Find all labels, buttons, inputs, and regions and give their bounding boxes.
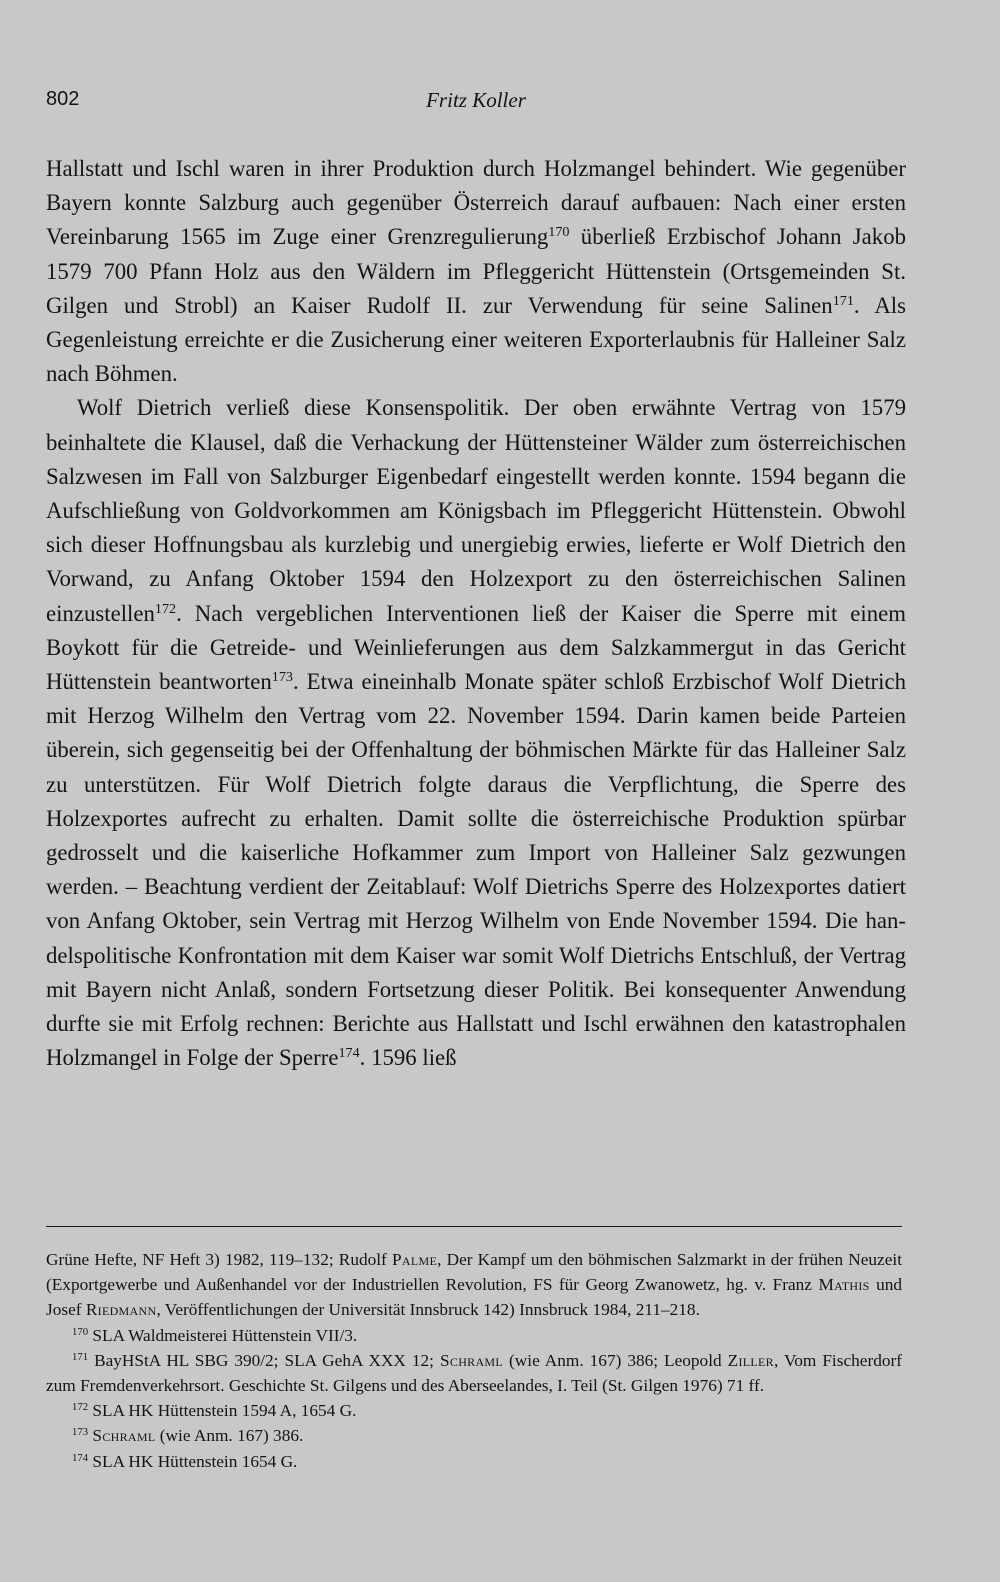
running-head: Fritz Koller <box>426 88 526 112</box>
footnote-ref: 174 <box>338 1045 360 1062</box>
footnote-ref: 172 <box>154 600 177 617</box>
footnote-170: $^{170}$ SLA Waldmeisterei Hüttenstein VII/3. <box>72 1325 358 1345</box>
footnote-continuation: Grüne Hefte, NF Heft 3) 1982, 119–132; Rudolf Palme, Der Kampf um den böhmischen Salzmarkt in der frühen Neuzeit (Exportgewerbe und Außenhandel vor der Industriellen Revolution, FS für Georg Zwanowetz, hg. v. Franz Mathis und Josef Riedmann, Veröffentlichungen der Universität Innsbruck 142) Innsbruck 1984, 211–218. <box>46 1250 903 1320</box>
footnote-ref: 171 <box>832 293 854 310</box>
footnote-171: $^{171}$ BayHStA HL SBG 390/2; SLA GehA XXX 12; Schraml (wie Anm. 167) 386; Leopold Ziller, Vom Fischerdorf zum Fremdenverkehrsort. Geschichte St. Gilgens und des Aberseelandes, I. Teil (St. Gilgen 1976) 71 ff. <box>46 1350 902 1396</box>
footnote-ref: 170 <box>548 224 570 241</box>
paragraph: Wolf Dietrich verließ diese Konsenspolitik. Der oben erwähnte Vertrag von 1579 beinhaltete die Klausel, daß die Verhackung der Hüttensteiner Wälder zum österreichischen Salzwesen im Fall von Salzburger Eigenbedarf eingestellt werden konnte. 1594 begann die Aufschließung von Goldvorkommen am Königsbach im Pfleggericht Hüttenstein. Obwohl sich dieser Hoffnungsbau als kurzlebig und unergiebig erwies, lieferte er Wolf Dietrich den Vorwand, zu Anfang Oktober 1594 den Holzexport zu den österreichischen Salinen einzustellen$^{172}$. Nach vergeblichen Interventionen ließ der Kaiser die Sperre mit einem Boykott für die Getreide- und Weinlieferungen aus dem Salzkammergut in das Gericht Hüttenstein beantworten$^{173}$. Etwa eineinhalb Monate später schloß Erzbischof Wolf Dietrich mit Herzog Wilhelm den Vertrag vom 22. November 1594. Darin kamen beide Parteien überein, sich gegenseitig bei der Offenhaltung der böhmischen Märkte für das Halleiner Salz zu unterstützen. Für Wolf Dietrich folgte daraus die Verpflichtung, die Sperre des Holzexportes aufrecht zu erhalten. Damit sollte die österreichische Produktion spürbar gedrosselt und die kaiserliche Hofkammer zum Import von Halleiner Salz gezwungen werden. – Beachtung verdient der Zeitablauf: Wolf Dietrichs Sperre des Holzexportes datiert von Anfang Oktober, sein Vertrag mit Herzog Wilhelm von Ende November 1594. Die handelspolitische Konfrontation mit dem Kaiser war somit Wolf Dietrichs Entschluß, der Vertrag mit Bayern nicht Anlaß, sondern Fortsetzung dieser Politik. Bei konsequenter Anwendung durfte sie mit Erfolg rechnen: Berichte aus Hallstatt und Ischl erwähnen den katastrophalen Holzmangel in Folge der Sperre$^{174}$. 1596 ließ <box>46 395 906 1071</box>
page-number: 802 <box>46 88 80 110</box>
paragraph: Hallstatt und Ischl waren in ihrer Produktion durch Holzmangel behindert. Wie gegenüber Bayern konnte Salzburg auch gegenüber Österreich darauf aufbauen: Nach einer ersten Vereinbarung 1565 im Zuge einer Grenzregulierung$^{170}$ überließ Erzbischof Johann Jakob 1579 700 Pfann Holz aus den Wäldern im Pfleggericht Hüttenstein (Ortsgemeinden St. Gilgen und Strobl) an Kaiser Rudolf II. zur Verwendung für seine Salinen$^{171}$. Als Gegenleistung erreichte er die Zusicherung einer weiteren Exporterlaubnis für Halleiner Salz nach Böhmen. <box>46 156 907 387</box>
footnote-172: $^{172}$ SLA HK Hüttenstein 1594 A, 1654 G. <box>72 1401 357 1421</box>
page-header <box>46 88 906 120</box>
footnote-173: $^{173}$ Schraml (wie Anm. 167) 386. <box>72 1426 304 1446</box>
body-text <box>46 152 906 1075</box>
footnote-174: $^{174}$ SLA HK Hüttenstein 1654 G. <box>72 1451 298 1471</box>
footnote-separator <box>46 1226 902 1227</box>
footnotes <box>46 1247 902 1474</box>
footnote-ref: 173 <box>271 669 293 686</box>
